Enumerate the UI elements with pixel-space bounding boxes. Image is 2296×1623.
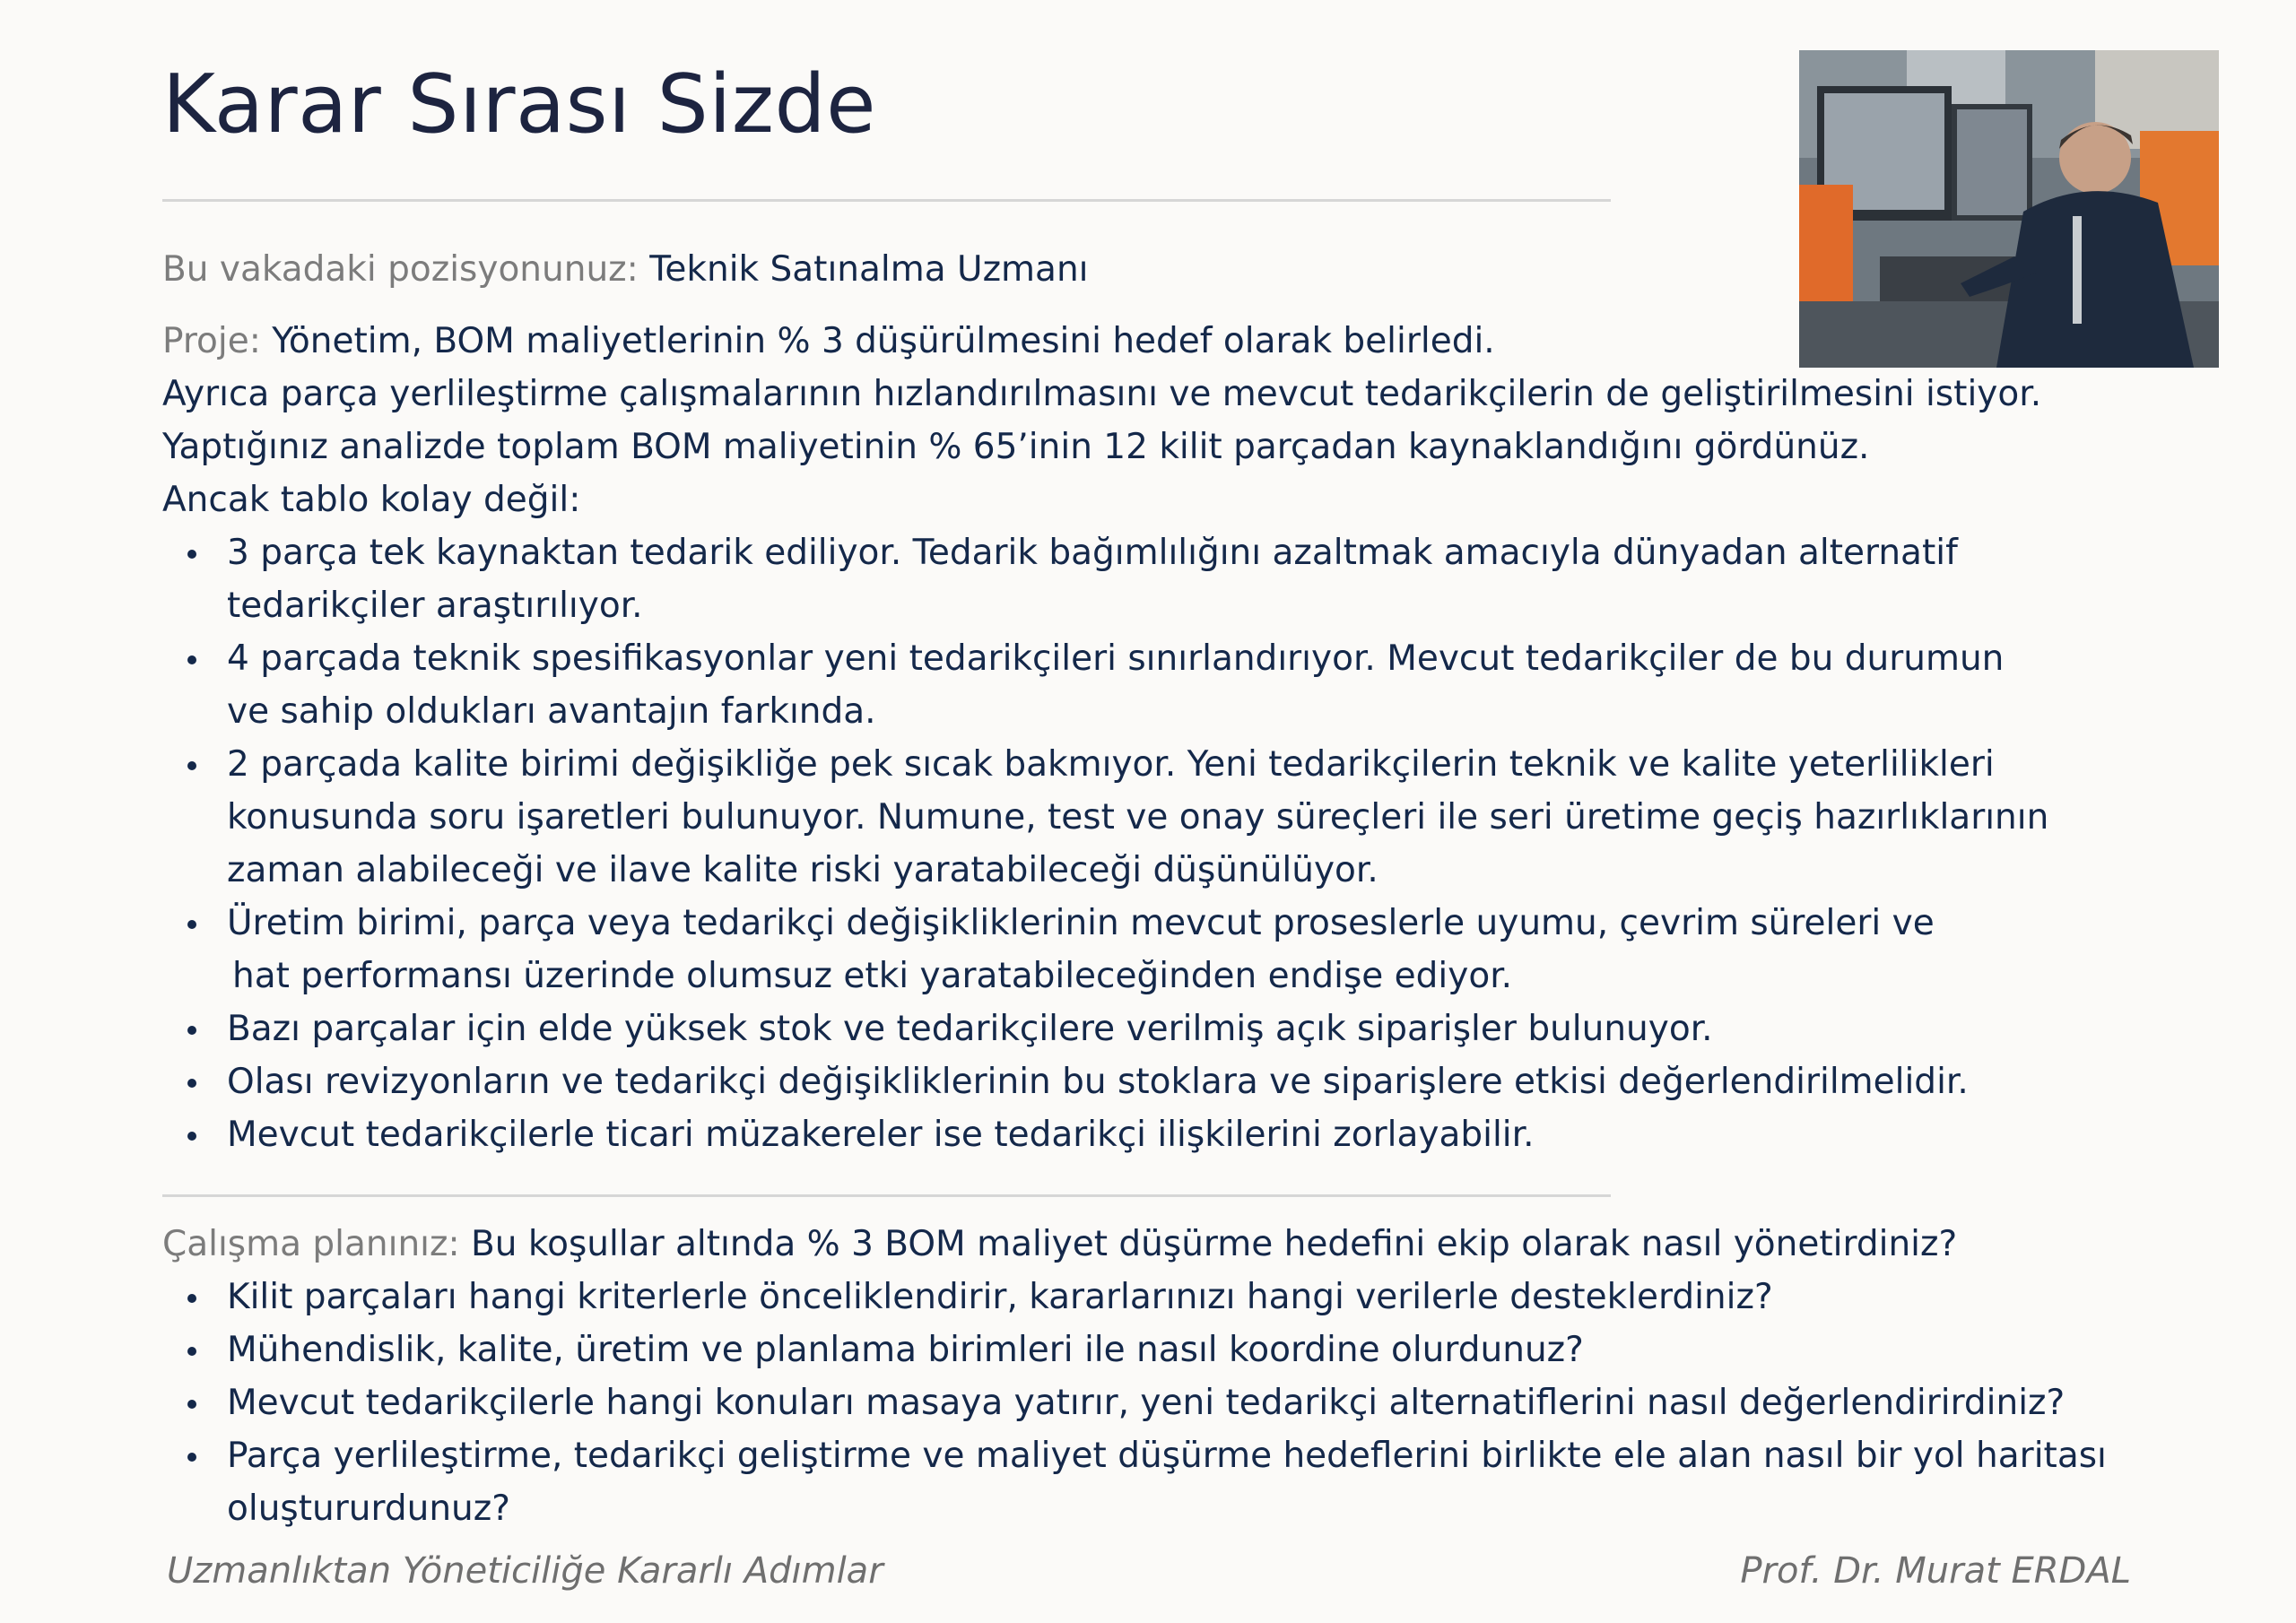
challenge-item bbox=[0, 738, 2048, 897]
question-item bbox=[0, 1376, 2107, 1429]
paragraph-line: Yaptığınız analizde toplam BOM maliyetinin % 65’inin 12 kilit parçadan kaynaklandığını gördünüz. bbox=[162, 427, 1870, 467]
item-line: oluştururdunuz? bbox=[227, 1488, 510, 1529]
bullet-icon bbox=[187, 1400, 196, 1409]
item-line: Mevcut tedarikçilerle hangi konuları masaya yatırır, yeni tedarikçi alternatiflerini nasıl değerlendirirdiniz? bbox=[227, 1383, 2066, 1423]
question-item bbox=[0, 1324, 2107, 1376]
item-line: ve sahip oldukları avantajın farkında. bbox=[227, 691, 876, 732]
item-line: Bazı parçalar için elde yüksek stok ve tedarikçilere verilmiş açık siparişler bulunuyor. bbox=[227, 1009, 1713, 1049]
position-value: Teknik Satınalma Uzmanı bbox=[649, 249, 1089, 290]
project-label: Proje: bbox=[162, 321, 261, 361]
item-line: tedarikçiler araştırılıyor. bbox=[227, 586, 643, 626]
questions-list bbox=[0, 1271, 2107, 1535]
item-line: hat performansı üzerinde olumsuz etki yaratabileceğinden endişe ediyor. bbox=[232, 956, 1513, 996]
item-line: Olası revizyonların ve tedarikçi değişikliklerinin bu stoklara ve siparişlere etkisi değerlendirilmelidir. bbox=[227, 1062, 1969, 1102]
bullet-icon bbox=[187, 1347, 196, 1356]
challenge-item bbox=[0, 897, 2048, 1002]
bullet-icon bbox=[187, 1079, 196, 1088]
position-label: Bu vakadaki pozisyonunuz: bbox=[162, 249, 639, 290]
plan-value: Bu koşullar altında % 3 BOM maliyet düşürme hedefini ekip olarak nasıl yönetirdiniz? bbox=[471, 1224, 1958, 1264]
challenge-item bbox=[0, 1055, 2048, 1108]
project-line bbox=[162, 315, 1495, 368]
challenge-item bbox=[0, 526, 2048, 632]
project-value: Yönetim, BOM maliyetlerinin % 3 düşürülmesini hedef olarak belirledi. bbox=[272, 321, 1495, 361]
question-item bbox=[0, 1271, 2107, 1324]
paragraph-line: Ayrıca parça yerlileştirme çalışmalarının hızlandırılmasını ve mevcut tedarikçilerin de geliştirilmesini istiyor. bbox=[162, 374, 2042, 414]
question-item bbox=[0, 1429, 2107, 1535]
engineer-photo bbox=[1799, 50, 2219, 368]
item-line: zaman alabileceği ve ilave kalite riski yaratabileceği düşünülüyor. bbox=[227, 850, 1378, 890]
challenges-list bbox=[0, 526, 2048, 1161]
challenge-item bbox=[0, 1108, 2048, 1161]
item-line: 2 parçada kalite birimi değişikliğe pek sıcak bakmıyor. Yeni tedarikçilerin teknik ve kalite yeterlilikleri bbox=[227, 744, 1995, 785]
challenge-item bbox=[0, 632, 2048, 738]
bullet-icon bbox=[187, 655, 196, 664]
bullet-icon bbox=[187, 550, 196, 559]
plan-line bbox=[162, 1218, 1957, 1271]
page-title: Karar Sırası Sizde bbox=[162, 57, 877, 152]
footer-author: Prof. Dr. Murat ERDAL bbox=[1740, 1550, 2131, 1592]
item-line: Parça yerlileştirme, tedarikçi geliştirme ve maliyet düşürme hedeflerini birlikte ele alan nasıl bir yol haritası bbox=[227, 1436, 2107, 1476]
position-line bbox=[162, 243, 1089, 296]
bullet-icon bbox=[187, 1026, 196, 1035]
bullet-icon bbox=[187, 1294, 196, 1303]
item-line: Kilit parçaları hangi kriterlerle önceliklendirir, kararlarınızı hangi verilerle desteklerdiniz? bbox=[227, 1277, 1773, 1317]
item-line: konusunda soru işaretleri bulunuyor. Numune, test ve onay süreçleri ile seri üretime geçiş hazırlıklarının bbox=[227, 797, 2049, 838]
bullet-icon bbox=[187, 1132, 196, 1141]
bullet-icon bbox=[187, 920, 196, 929]
item-line: 3 parça tek kaynaktan tedarik ediliyor. Tedarik bağımlılığını azaltmak amacıyla dünyadan alternatif bbox=[227, 533, 1958, 573]
item-line: Mühendislik, kalite, üretim ve planlama birimleri ile nasıl koordine olurdunuz? bbox=[227, 1330, 1584, 1370]
section-divider bbox=[162, 1194, 1611, 1197]
bullet-icon bbox=[187, 761, 196, 770]
bullet-icon bbox=[187, 1453, 196, 1462]
title-divider bbox=[162, 199, 1611, 202]
footer-course-title: Uzmanlıktan Yöneticiliğe Kararlı Adımlar bbox=[167, 1550, 883, 1592]
item-line: 4 parçada teknik spesifikasyonlar yeni tedarikçileri sınırlandırıyor. Mevcut tedarikçiler de bu durumun bbox=[227, 638, 2005, 679]
item-line: Mevcut tedarikçilerle ticari müzakereler ise tedarikçi ilişkilerini zorlayabilir. bbox=[227, 1115, 1535, 1155]
challenge-item bbox=[0, 1002, 2048, 1055]
plan-label: Çalışma planınız: bbox=[162, 1224, 460, 1264]
item-line: Üretim birimi, parça veya tedarikçi değişikliklerinin mevcut proseslerle uyumu, çevrim süreleri ve bbox=[227, 903, 1935, 943]
paragraph-line: Ancak tablo kolay değil: bbox=[162, 480, 581, 520]
